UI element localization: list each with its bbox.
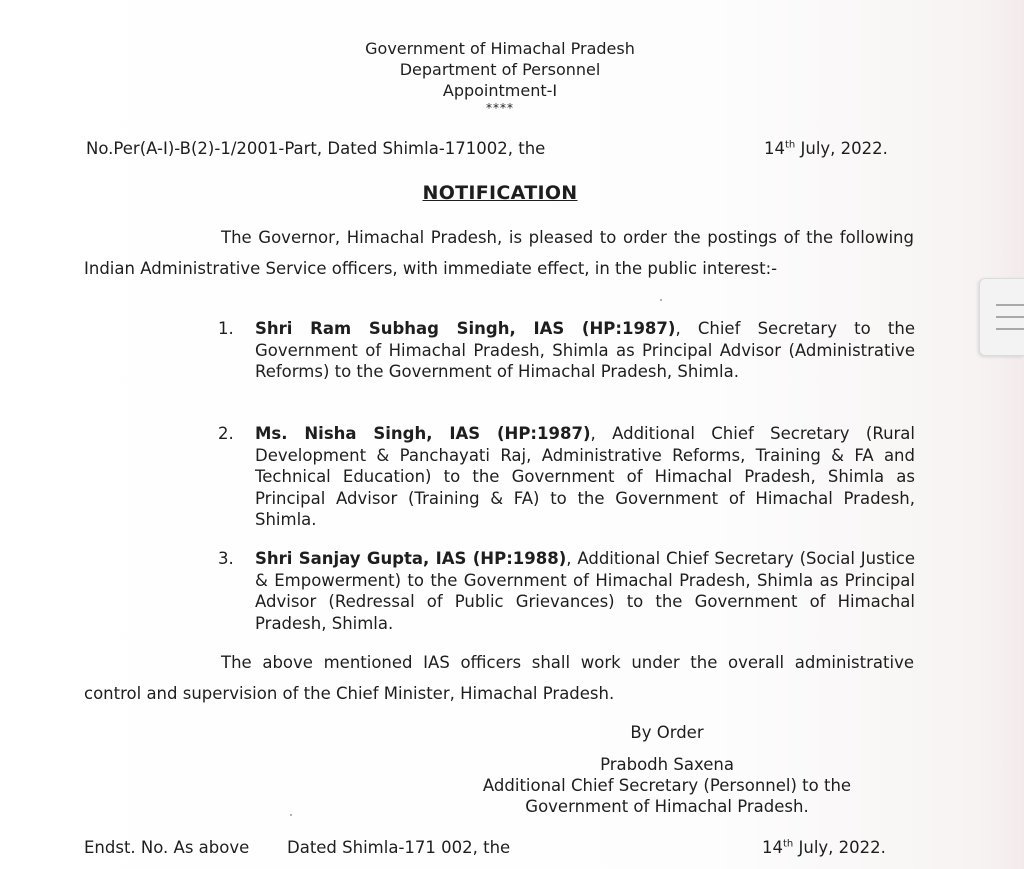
- officer-name: Ms. Nisha Singh, IAS (HP:1987): [255, 424, 591, 443]
- scan-speck: [660, 299, 662, 301]
- government-name: Government of Himachal Pradesh: [365, 39, 635, 58]
- grip-line: [996, 316, 1024, 318]
- reference-date: [764, 139, 888, 158]
- date-day: 14: [762, 838, 783, 857]
- date-month-year: July, 2022.: [793, 838, 886, 857]
- date-day: 14: [764, 139, 785, 158]
- header-separator: ****: [486, 101, 514, 115]
- posting-text: [255, 548, 915, 634]
- posting-item: [218, 318, 915, 383]
- posting-details: , Additional Chief Secretary (Rural Development & Panchayati Raj, Administrative Reforms, Training & FA and Technical Education) to the Government of Himachal Pradesh, Shimla as Principal Advisor (Training & FA) to the Government of Himachal Pradesh, Shimla.: [255, 424, 916, 529]
- endorsement-date: [762, 838, 886, 857]
- reference-number: No.Per(A-I)-B(2)-1/2001-Part, Dated Shimla-171002, the: [86, 139, 546, 158]
- signatory-designation: Additional Chief Secretary (Personnel) to the: [482, 776, 852, 795]
- signatory-office: Government of Himachal Pradesh.: [525, 797, 809, 816]
- scroll-handle[interactable]: [979, 278, 1024, 356]
- posting-item: [218, 548, 915, 634]
- page-edge-shadow: [984, 0, 1024, 869]
- letterhead: [0, 38, 1000, 115]
- grip-line: [996, 304, 1024, 306]
- section-name: Appointment-I: [442, 81, 558, 100]
- posting-text: [255, 423, 915, 531]
- department-name: Department of Personnel: [399, 60, 601, 79]
- scan-speck: [290, 814, 292, 816]
- officer-name: Shri Sanjay Gupta, IAS (HP:1988): [255, 549, 567, 568]
- posting-text: [255, 318, 915, 383]
- date-month-year: July, 2022.: [795, 139, 888, 158]
- intro-paragraph: The Governor, Himachal Pradesh, is pleased to order the postings of the following Indian Administrative Service officers, with immediate effect, in the public interest:-: [84, 228, 914, 278]
- posting-item: [218, 423, 915, 531]
- posting-details: , Additional Chief Secretary (Social Justice & Empowerment) to the Government of Himachal Pradesh, Shimla as Principal Advisor (Redressal of Public Grievances) to the Government of Himachal Pradesh, Shimla.: [255, 549, 915, 633]
- document-title: NOTIFICATION: [422, 182, 578, 204]
- grip-line: [996, 328, 1024, 330]
- posting-number: 3.: [218, 549, 234, 568]
- officer-name: Shri Ram Subhag Singh, IAS (HP:1987): [255, 319, 676, 338]
- posting-number: 2.: [218, 424, 234, 443]
- endorsement-place: Dated Shimla-171 002, the: [287, 838, 511, 857]
- endorsement-number: Endst. No. As above: [84, 838, 250, 857]
- closing-paragraph: The above mentioned IAS officers shall work under the overall administrative control and supervision of the Chief Minister, Himachal Pradesh.: [84, 653, 914, 703]
- date-suffix: th: [785, 139, 796, 151]
- posting-details: , Chief Secretary to the Government of Himachal Pradesh, Shimla as Principal Advisor (Administrative Reforms) to the Government of Himachal Pradesh, Shimla.: [255, 319, 915, 381]
- by-order-label: By Order: [630, 723, 704, 742]
- posting-number: 1.: [218, 319, 234, 338]
- signatory-name: Prabodh Saxena: [600, 755, 734, 774]
- date-suffix: th: [783, 838, 794, 850]
